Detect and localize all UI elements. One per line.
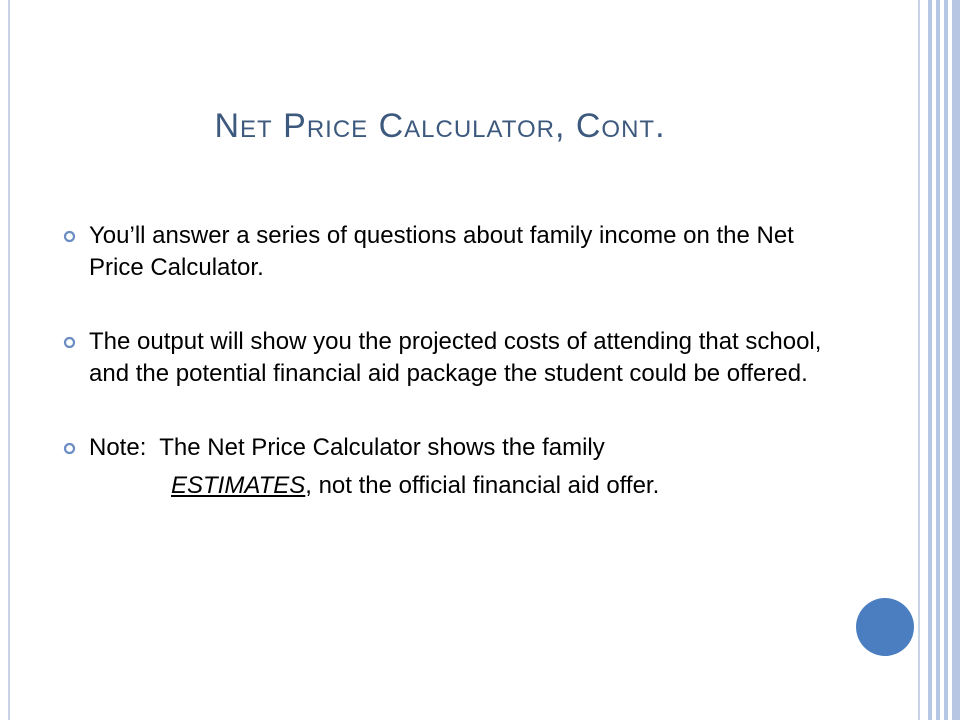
stripe-line xyxy=(928,0,932,720)
note-bullet xyxy=(60,432,840,502)
note-suffix: , not the official financial aid offer. xyxy=(305,472,660,499)
ring-bullet-icon xyxy=(63,230,76,243)
bullet-item xyxy=(60,326,840,390)
stripe-line xyxy=(944,0,948,720)
ring-bullet-icon xyxy=(63,336,76,349)
stripe-line xyxy=(918,0,920,720)
stripe-line xyxy=(936,0,940,720)
note-text: Note: The Net Price Calculator shows the family xyxy=(89,434,605,461)
bullet-item xyxy=(60,220,840,284)
estimates-emphasis: ESTIMATES xyxy=(171,472,306,499)
right-decorative-stripes xyxy=(918,0,960,720)
ring-bullet-icon xyxy=(63,442,76,455)
accent-circle xyxy=(856,598,914,656)
note-continuation xyxy=(89,470,840,502)
bullet-list xyxy=(60,220,840,502)
slide-title: Net Price Calculator, Cont. xyxy=(214,107,666,145)
stripe-line xyxy=(952,0,960,720)
bullet-text: The output will show you the projected costs of attending that school, and the potential financial aid package the student could be offered. xyxy=(89,328,822,387)
bullet-text: You’ll answer a series of questions about family income on the Net Price Calculator. xyxy=(89,222,794,281)
